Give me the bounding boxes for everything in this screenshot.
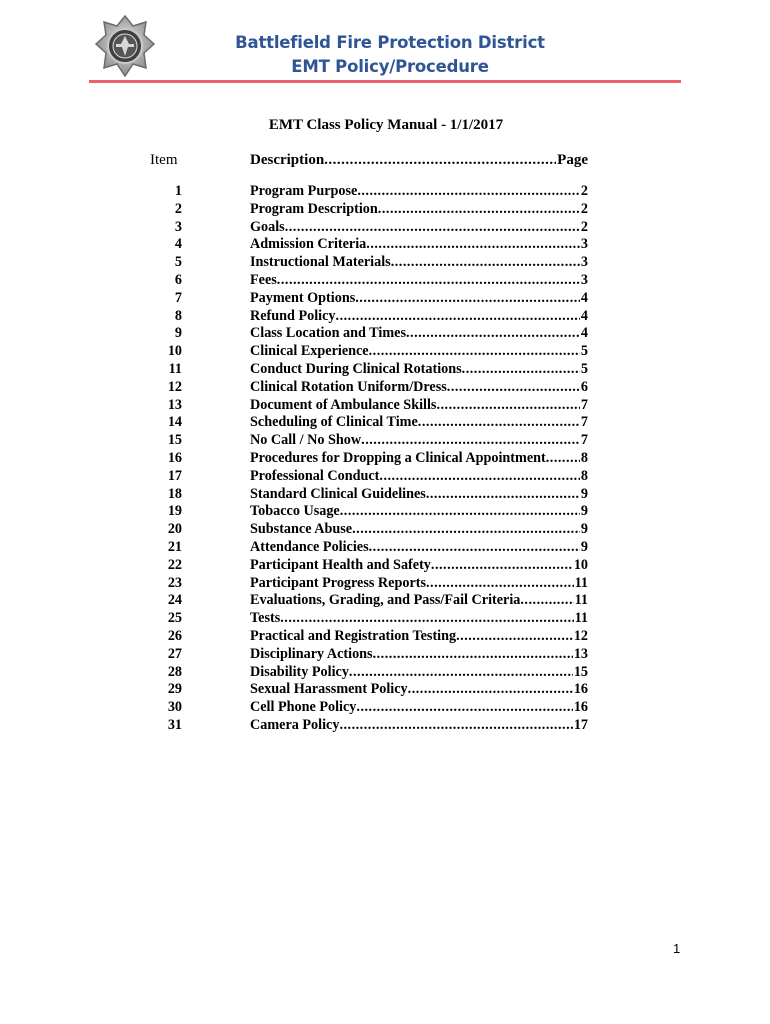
toc-item-number: 19: [167, 503, 182, 520]
toc-row: [0, 183, 770, 201]
toc-description: Scheduling of Clinical Time: [250, 414, 418, 431]
leader-dots: [418, 414, 580, 431]
toc-item-number: 28: [167, 663, 182, 680]
toc-item-number: 11: [168, 360, 182, 377]
toc-page-number: 15: [573, 663, 588, 680]
toc-description: Clinical Rotation Uniform/Dress: [250, 378, 447, 395]
toc-entry: [250, 308, 588, 325]
toc-item-number: 26: [167, 627, 182, 644]
toc-page-number: 6: [580, 378, 588, 395]
toc-entry: [250, 219, 588, 236]
toc-entry: [250, 236, 588, 253]
toc-description: No Call / No Show: [250, 432, 362, 449]
toc-item-number: 13: [167, 396, 182, 413]
toc-entry: [250, 681, 588, 698]
toc-entry: [250, 610, 588, 627]
toc-description: Class Location and Times: [250, 325, 406, 342]
toc-description: Standard Clinical Guidelines: [250, 485, 426, 502]
toc-description: Participant Health and Safety: [250, 556, 431, 573]
toc-page-number: 13: [573, 645, 588, 662]
leader-dots: [426, 575, 574, 592]
toc-item-number: 1: [174, 183, 182, 199]
page-header-label: Page: [557, 152, 588, 168]
toc-entry: [250, 414, 588, 431]
toc-entry: [250, 450, 588, 467]
description-header-label: Description: [250, 152, 325, 168]
leader-dots: [361, 432, 580, 449]
toc-item-number: 10: [167, 343, 182, 360]
toc-item-number: 4: [174, 236, 182, 253]
toc-item-number: 16: [167, 449, 182, 466]
toc-row: [0, 254, 770, 272]
toc-description: Payment Options: [250, 289, 356, 306]
toc-page-number: 11: [574, 610, 588, 627]
leader-dots: [546, 450, 580, 467]
leader-dots: [369, 343, 580, 360]
toc-description: Refund Policy: [250, 307, 336, 324]
toc-page-number: 9: [580, 503, 588, 520]
toc-page-number: 10: [573, 556, 588, 573]
toc-item-number: 30: [167, 699, 182, 716]
toc-row: [0, 610, 770, 628]
leader-dots: [366, 236, 580, 253]
leader-dots: [391, 254, 580, 271]
toc-description: Clinical Experience: [250, 343, 369, 360]
toc-row: [0, 272, 770, 290]
leader-dots: [426, 486, 580, 503]
toc-description: Camera Policy: [250, 716, 340, 733]
leader-dots: [408, 681, 573, 698]
toc-item-number: 23: [167, 574, 182, 591]
toc-entry: [250, 325, 588, 342]
toc-description: Practical and Registration Testing: [250, 627, 457, 644]
toc-description: Procedures for Dropping a Clinical Appointment: [250, 449, 546, 466]
toc-description: Tobacco Usage: [250, 503, 340, 520]
toc-page-number: 8: [580, 449, 588, 466]
toc-entry: [250, 557, 588, 574]
toc-page-number: 3: [580, 254, 588, 271]
toc-row: [0, 325, 770, 343]
toc-page-number: 7: [580, 414, 588, 431]
toc-description: Fees: [250, 271, 277, 288]
leader-dots: [369, 539, 580, 556]
toc-page-number: 7: [580, 432, 588, 449]
toc-item-number: 7: [174, 289, 182, 306]
header-divider: [89, 80, 681, 83]
leader-dots: [357, 183, 580, 200]
toc-row: [0, 361, 770, 379]
leader-dots: [356, 699, 572, 716]
toc-item-number: 17: [167, 467, 182, 484]
leader-dots: [336, 308, 580, 325]
leader-dots: [352, 521, 580, 538]
leader-dots: [339, 717, 572, 734]
toc-item-number: 14: [167, 414, 182, 431]
leader-dots: [378, 201, 580, 218]
leader-dots: [340, 503, 580, 520]
toc-description: Cell Phone Policy: [250, 699, 357, 716]
toc-entry: [250, 201, 588, 218]
toc-page-number: 3: [580, 271, 588, 288]
leader-dots: [456, 628, 573, 645]
toc-row: [0, 236, 770, 254]
fire-district-badge-icon: [94, 14, 156, 78]
toc-description: Goals: [250, 218, 285, 235]
toc-page-number: 11: [574, 574, 588, 591]
toc-description: Sexual Harassment Policy: [250, 681, 408, 698]
toc-description: Document of Ambulance Skills: [250, 396, 437, 413]
toc-item-number: 9: [174, 325, 182, 342]
toc-page-number: 7: [580, 396, 588, 413]
toc-item-number: 6: [174, 271, 182, 288]
toc-entry: [250, 397, 588, 414]
toc-row: [0, 414, 770, 432]
toc-item-number: 12: [167, 378, 182, 395]
toc-entry: [250, 379, 588, 396]
toc-row: [0, 699, 770, 717]
toc-description: Program Description: [250, 200, 378, 217]
toc-item-number: 3: [174, 218, 182, 235]
toc-row: [0, 681, 770, 699]
toc-item-number: 31: [167, 716, 182, 733]
toc-item-number: 25: [167, 610, 182, 627]
toc-item-number: 27: [167, 645, 182, 662]
toc-entry: [250, 717, 588, 734]
toc-item-number: 8: [174, 307, 182, 324]
toc-page-number: 2: [580, 183, 588, 199]
toc-page-number: 12: [573, 627, 588, 644]
toc-entry: [250, 254, 588, 271]
toc-item-number: 24: [167, 592, 182, 609]
toc-page-number: 2: [580, 218, 588, 235]
toc-entry: [250, 699, 588, 716]
leader-dots: [406, 325, 580, 342]
toc-description: Participant Progress Reports: [250, 574, 426, 591]
toc-row: [0, 503, 770, 521]
toc-entry: [250, 432, 588, 449]
leader-dots: [447, 379, 580, 396]
toc-entry: [250, 503, 588, 520]
toc-description: Disciplinary Actions: [250, 645, 373, 662]
toc-item-number: 29: [167, 681, 182, 698]
leader-dots: [355, 290, 580, 307]
toc-row: [0, 468, 770, 486]
toc-page-number: 16: [573, 699, 588, 716]
toc-row: [0, 290, 770, 308]
toc-row: [0, 308, 770, 326]
toc-page-number: 4: [580, 289, 588, 306]
toc-item-number: 21: [167, 538, 182, 555]
toc-row: [0, 450, 770, 468]
toc-description: Evaluations, Grading, and Pass/Fail Criteria: [250, 592, 521, 609]
toc-entry: [250, 592, 588, 609]
toc-description: Substance Abuse: [250, 521, 353, 538]
leader-dots: [379, 468, 580, 485]
toc-row: [0, 219, 770, 237]
toc-entry: [250, 628, 588, 645]
toc-page-number: 5: [580, 343, 588, 360]
toc-page-number: 9: [580, 521, 588, 538]
toc-page-number: 2: [580, 200, 588, 217]
toc-row: [0, 628, 770, 646]
toc-entry: [250, 575, 588, 592]
toc-page-number: 4: [580, 307, 588, 324]
leader-dots: [349, 664, 573, 681]
toc-page-number: 3: [580, 236, 588, 253]
leader-dots: [277, 272, 580, 289]
toc-row: [0, 379, 770, 397]
toc-description: Tests: [250, 610, 281, 627]
toc-entry: [250, 183, 588, 200]
toc-row: [0, 432, 770, 450]
toc-row: [0, 557, 770, 575]
toc-description: Admission Criteria: [250, 236, 367, 253]
toc-row: [0, 717, 770, 735]
toc-page-number: 8: [580, 467, 588, 484]
leader-dots: [280, 610, 573, 627]
toc-description: Attendance Policies: [250, 538, 369, 555]
toc-entry: [250, 486, 588, 503]
toc-item-number: 15: [167, 432, 182, 449]
toc-row: [0, 521, 770, 539]
organization-name: Battlefield Fire Protection District: [235, 33, 545, 52]
toc-item-number: 5: [174, 254, 182, 271]
toc-entry: [250, 646, 588, 663]
toc-item-number: 22: [167, 556, 182, 573]
toc-entry: [250, 343, 588, 360]
toc-page-number: 9: [580, 485, 588, 502]
leader-dots: [324, 152, 556, 169]
toc-entry: [250, 539, 588, 556]
toc-description: Program Purpose: [250, 183, 358, 199]
toc-row: [0, 575, 770, 593]
toc-page-number: 5: [580, 360, 588, 377]
toc-entry: [250, 272, 588, 289]
toc-item-number: 20: [167, 521, 182, 538]
leader-dots: [520, 592, 573, 609]
toc-page-number: 16: [573, 681, 588, 698]
page-number: 1: [673, 941, 681, 956]
toc-row: [0, 486, 770, 504]
leader-dots: [373, 646, 573, 663]
toc-page-number: 11: [574, 592, 588, 609]
table-of-contents: [0, 183, 770, 735]
toc-item-number: 18: [167, 485, 182, 502]
toc-description: Conduct During Clinical Rotations: [250, 360, 462, 377]
toc-row: [0, 343, 770, 361]
toc-entry: [250, 361, 588, 378]
document-type: EMT Policy/Procedure: [291, 57, 489, 76]
toc-page-number: 17: [573, 716, 588, 733]
leader-dots: [285, 219, 580, 236]
toc-page-number: 4: [580, 325, 588, 342]
toc-row: [0, 397, 770, 415]
description-column-header: [250, 152, 588, 169]
leader-dots: [431, 557, 573, 574]
toc-entry: [250, 521, 588, 538]
toc-entry: [250, 468, 588, 485]
leader-dots: [436, 397, 579, 414]
toc-row: [0, 646, 770, 664]
toc-entry: [250, 290, 588, 307]
toc-entry: [250, 664, 588, 681]
toc-item-number: 2: [174, 200, 182, 217]
toc-row: [0, 201, 770, 219]
toc-row: [0, 664, 770, 682]
toc-description: Professional Conduct: [250, 467, 380, 484]
toc-description: Disability Policy: [250, 663, 349, 680]
manual-title: EMT Class Policy Manual - 1/1/2017: [268, 117, 504, 133]
toc-page-number: 9: [580, 538, 588, 555]
toc-row: [0, 592, 770, 610]
toc-row: [0, 539, 770, 557]
toc-description: Instructional Materials: [250, 254, 391, 271]
leader-dots: [462, 361, 580, 378]
item-column-header: Item: [150, 152, 178, 168]
